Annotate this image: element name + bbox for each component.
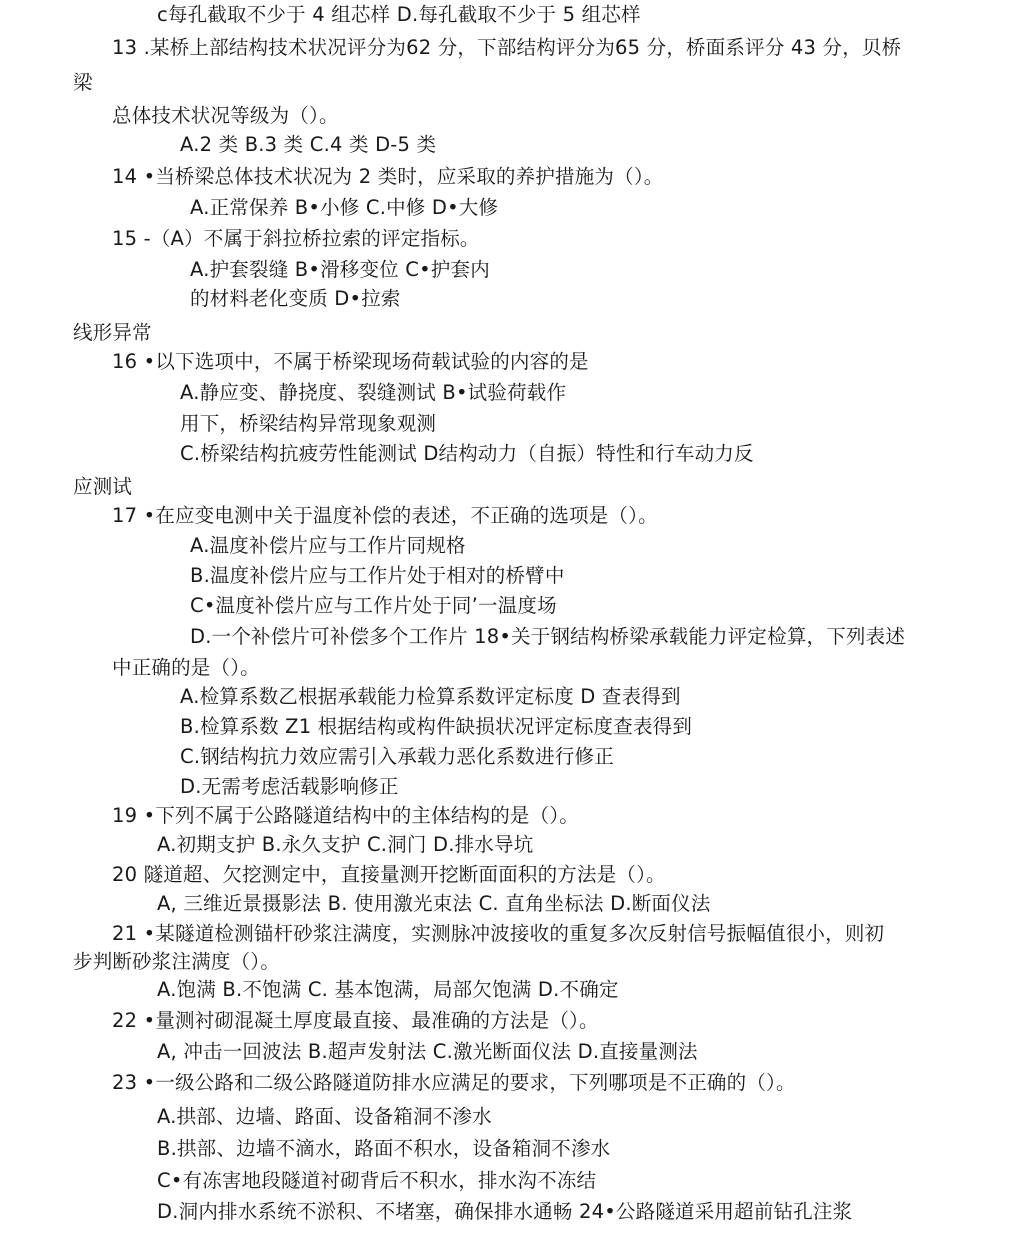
q16-option-d-wrap: 应测试 xyxy=(73,475,133,498)
q18-option-b: B.检算系数 Z1 根据结构或构件缺损状况评定标度查表得到 xyxy=(180,715,693,738)
q17-stem: 17 •在应变电测中关于温度补偿的表述，不正确的选项是（）。 xyxy=(112,504,658,527)
q23-option-d-q24-stem: D.洞内排水系统不淤积、不堵塞，确保排水通畅 24•公路隧道采用超前钻孔注浆 xyxy=(157,1200,853,1223)
q21-options: A.饱满 B.不饱满 C. 基本饱满，局部欠饱满 D.不确定 xyxy=(157,978,619,1001)
q19-options: A.初期支护 B.永久支护 C.洞门 D.排水导坑 xyxy=(157,833,534,856)
q15-options-b: 的材料老化变质 D•拉索 xyxy=(190,287,401,310)
q18-stem-cont: 中正确的是（）。 xyxy=(112,656,260,679)
q17-option-a: A.温度补偿片应与工作片同规格 xyxy=(190,534,466,557)
q18-option-d: D.无需考虑活载影响修正 xyxy=(180,775,399,798)
q13-stem: 13 .某桥上部结构技术状况评分为62 分，下部结构评分为65 分，桥面系评分 43 分，贝桥 xyxy=(112,36,902,59)
q14-options: A.正常保养 B•小修 C.中修 D•大修 xyxy=(190,196,499,219)
q18-option-c: C.钢结构抗力效应需引入承载力恶化系数进行修正 xyxy=(180,745,614,768)
q16-option-cd: C.桥梁结构抗疲劳性能测试 D结构动力（自振）特性和行车动力反 xyxy=(180,442,754,465)
q12-options-cd: c每孔截取不少于 4 组芯样 D.每孔截取不少于 5 组芯样 xyxy=(157,3,641,26)
q13-stem-wrap: 梁 xyxy=(73,71,93,94)
q15-options-a: A.护套裂缝 B•滑移变位 C•护套内 xyxy=(190,258,490,281)
q13-stem-cont: 总体技术状况等级为（）。 xyxy=(112,104,339,127)
q16-option-b: 用下，桥梁结构异常现象观测 xyxy=(180,412,437,435)
q20-options: A, 三维近景摄影法 B. 使用激光束法 C. 直角坐标法 D.断面仪法 xyxy=(157,892,711,915)
q22-stem: 22 •量测衬砌混凝土厚度最直接、最准确的方法是（）。 xyxy=(112,1009,599,1032)
q23-option-a: A.拱部、边墙、路面、设备箱洞不渗水 xyxy=(157,1105,492,1128)
q17-option-b: B.温度补偿片应与工作片处于相对的桥臂中 xyxy=(190,564,565,587)
q23-option-c: C•有冻害地段隧道衬砌背后不积水，排水沟不冻结 xyxy=(157,1169,597,1192)
q23-stem: 23 •一级公路和二级公路隧道防排水应满足的要求，下列哪项是不正确的（）。 xyxy=(112,1071,796,1094)
q21-stem: 21 •某隧道检测锚杆砂浆注满度，实测脉冲波接收的重复多次反射信号振幅值很小，则初 xyxy=(112,922,885,945)
q20-stem: 20 隧道超、欠挖测定中，直接量测开挖断面面积的方法是（）。 xyxy=(112,863,666,886)
q14-stem: 14 •当桥梁总体技术状况为 2 类时，应采取的养护措施为（）。 xyxy=(112,165,664,188)
q16-option-a: A.静应变、静挠度、裂缝测试 B•试验荷载作 xyxy=(180,381,567,404)
q17-option-c: C•温度补偿片应与工作片处于同’一温度场 xyxy=(190,594,557,617)
q17-option-d-q18-stem: D.一个补偿片可补偿多个工作片 18•关于钢结构桥梁承载能力评定检算，下列表述 xyxy=(190,625,906,648)
q16-stem: 16 •以下选项中，不属于桥梁现场荷载试验的内容的是 xyxy=(112,350,589,373)
q13-options: A.2 类 B.3 类 C.4 类 D-5 类 xyxy=(180,133,437,156)
q22-options: A, 冲击一回波法 B.超声发射法 C.激光断面仪法 D.直接量测法 xyxy=(157,1040,698,1063)
q15-stem: 15 -（A）不属于斜拉桥拉索的评定指标。 xyxy=(112,227,480,250)
q18-option-a: A.检算系数乙根据承载能力检算系数评定标度 D 查表得到 xyxy=(180,685,681,708)
q21-stem-cont: 步判断砂浆注满度（）。 xyxy=(73,950,280,973)
q23-option-b: B.拱部、边墙不滴水，路面不积水，设备箱洞不渗水 xyxy=(157,1137,611,1160)
q19-stem: 19 •下列不属于公路隧道结构中的主体结构的是（）。 xyxy=(112,804,579,827)
q15-options-c: 线形异常 xyxy=(73,321,152,344)
